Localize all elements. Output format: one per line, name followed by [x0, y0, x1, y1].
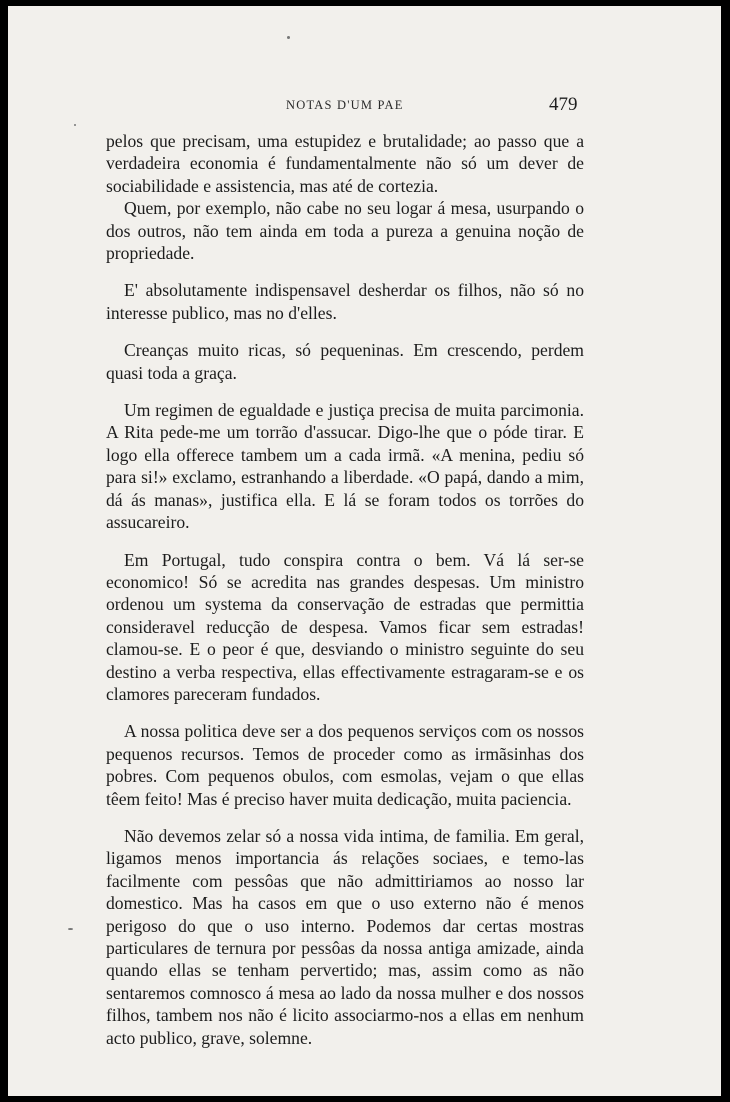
paragraph: E' absolutamente indispensavel desherdar os filhos, não só no interesse publico, mas no d'elles. [106, 280, 584, 323]
body-text [106, 130, 584, 1049]
paper-speck [68, 928, 73, 930]
paper-speck [74, 124, 76, 126]
page-number: 479 [549, 94, 578, 115]
paragraph: A nossa politica deve ser a dos pequenos serviços com os nossos pequenos recursos. Temos de proceder como as irmãsinhas dos pobres. Com pequenos obulos, com esmolas, vejam o que ellas têem feito! Mas é preciso haver muita dedicação, muita paciencia. [106, 721, 584, 809]
running-header [8, 94, 721, 122]
paragraph-continued: pelos que precisam, uma estupidez e brutalidade; ao passo que a verdadeira economia é fundamentalmente não só um dever de sociabilidade e assistencia, mas até de cortezia. [106, 131, 584, 196]
paper-speck [287, 36, 290, 39]
running-title: NOTAS D'UM PAE [286, 98, 404, 112]
book-page [8, 6, 721, 1096]
paragraph: Quem, por exemplo, não cabe no seu logar á mesa, usurpando o dos outros, não tem ainda em toda a pureza a genuina noção de propriedade. [106, 198, 584, 264]
paragraph: Creanças muito ricas, só pequeninas. Em crescendo, perdem quasi toda a graça. [106, 340, 584, 383]
paragraph: Em Portugal, tudo conspira contra o bem. Vá lá ser-se economico! Só se acredita nas grandes despesas. Um ministro ordenou um systema da conservação de estradas que permittia consideravel reducção de despesa. Vamos ficar sem estradas! clamou-se. E o peor é que, desviando o ministro seguinte do seu destino a verba respectiva, ellas effectivamente estragaram-se e os clamores pareceram fundados. [106, 549, 584, 704]
paragraph: Não devemos zelar só a nossa vida intima, de familia. Em geral, ligamos menos importancia ás relações sociaes, e temo-las facilmente com pessôas que não admittiriamos ao nosso lar domestico. Mas ha casos em que o uso externo não é menos perigoso do que o uso interno. Podemos dar certas mostras particulares de ternura por pessôas da nossa antiga amizade, ainda quando ellas se tenham pervertido; mas, assim como as não sentaremos comnosco á mesa ao lado da nossa mulher e dos nossos filhos, tambem nos não é licito associarmo-nos a ellas em nenhum acto publico, grave, solemne. [106, 825, 584, 1048]
paragraph: Um regimen de egualdade e justiça precisa de muita parcimonia. A Rita pede-me um torrão d'assucar. Digo-lhe que o póde tirar. E logo ella offerece tambem um a cada irmã. «A menina, pediu só para si!» exclamo, estranhando a liberdade. «O papá, dando a mim, dá ás manas», justifica ella. E lá se foram todos os torrões do assucareiro. [106, 400, 584, 533]
